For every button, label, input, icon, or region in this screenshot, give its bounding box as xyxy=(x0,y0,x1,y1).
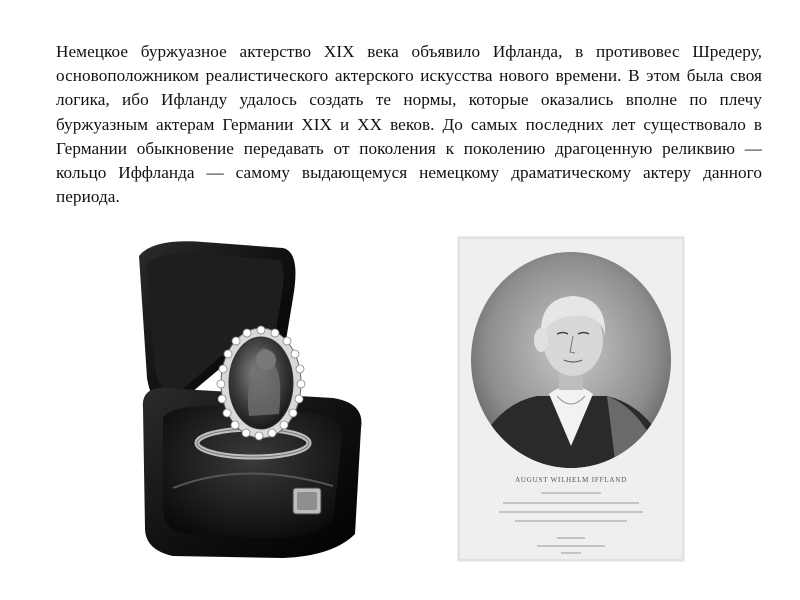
body-paragraph: Немецкое буржуазное актерство XIX века объявило Ифланда, в противовес Шредеру, основоположником реалистического актерского искусства нового времени. В этом была своя логика, ибо Ифланду удалось создать те нормы, которые оказались вполне по плечу буржуазным актерам Германии XIX и XX веков. До самых последних лет существовало в Германии обыкновение передавать от поколения к поколению драгоценную реликвию — кольцо Иффланда — самому выдающемуся немецкому драматическому актеру данного периода. xyxy=(56,42,762,207)
iffland-portrait-engraving xyxy=(457,236,685,562)
iffland-ring-photo xyxy=(133,238,373,568)
portrait-caption-name: AUGUST WILHELM IFFLAND xyxy=(515,476,627,484)
